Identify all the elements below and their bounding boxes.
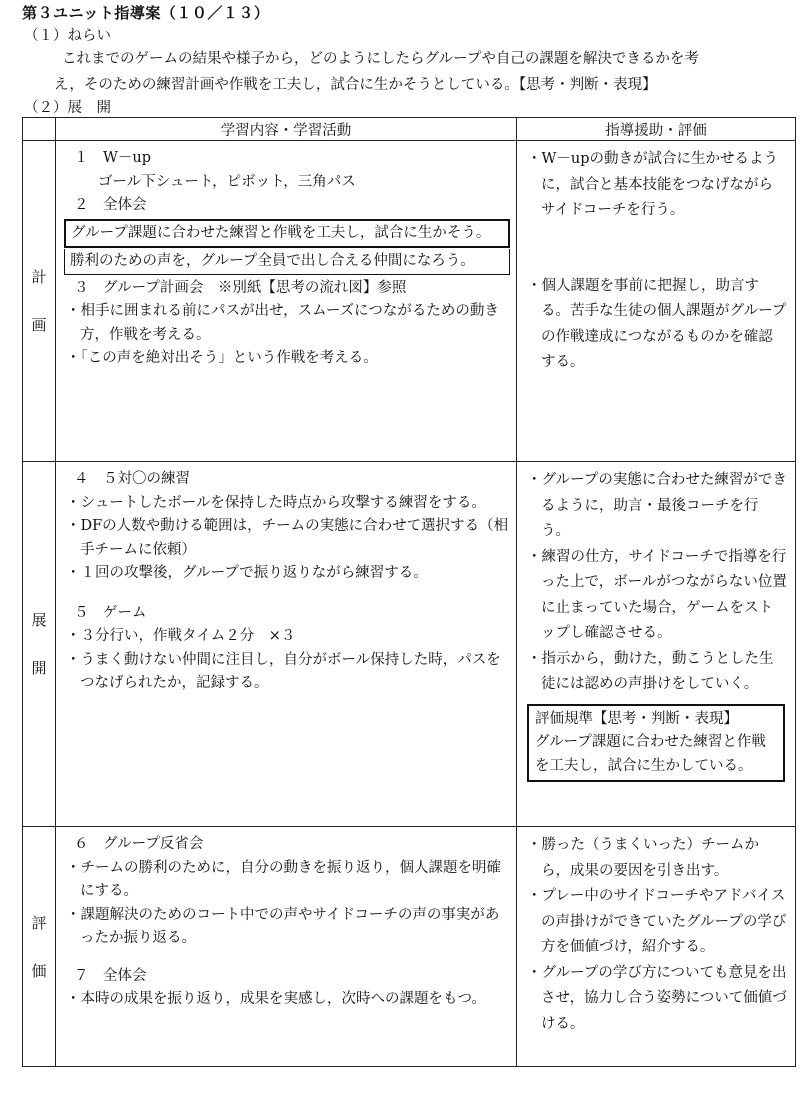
evaluate-activity-cell xyxy=(56,827,517,1067)
stage-char: 展 xyxy=(31,611,47,629)
stage-char: 評 xyxy=(31,913,47,932)
document-title: 第３ユニット指導案（１０／１３） xyxy=(22,4,270,22)
develop-activity-cell xyxy=(56,462,517,827)
goal-box: グループ課題に合わせた練習と作戦を工夫し，試合に生かそう。 xyxy=(64,219,510,248)
evaluation-criteria-box xyxy=(527,704,785,783)
stage-char: 画 xyxy=(31,316,47,334)
activity-item: ２ 全体会 xyxy=(74,197,147,213)
activity-bullet: ・シュートしたボールを保持した時点から攻撃する練習をする。 xyxy=(66,494,486,511)
lesson-plan-table xyxy=(22,117,796,1067)
support-bullet: ・グループの学び方についても意見を出させ，協力し合う姿勢について価値づける。 xyxy=(527,964,787,1032)
activity-bullet: ・本時の成果を振り返り，成果を実感し，次時への課題をもつ。 xyxy=(66,991,486,1007)
activity-item: ７ 全体会 xyxy=(74,967,147,984)
activity-bullet: ・チームの勝利のために，自分の動きを振り返り，個人課題を明確にする。 xyxy=(66,859,501,899)
aim-line-1: これまでのゲームの結果や様子から，どのようにしたらグループや自己の課題を解決できるかを考 xyxy=(62,51,699,67)
plan-support-cell xyxy=(517,141,796,462)
aim-line-2: え，そのための練習計画や作戦を工夫し，試合に生かそうとしている。【思考・判断・表現】 xyxy=(54,77,657,93)
support-bullet: ・個人課題を事前に把握し，助言する。苦手な生徒の個人課題がグループの作戦達成につながるものかを確認する。 xyxy=(527,277,787,370)
development-heading: （２）展 開 xyxy=(24,100,111,116)
aim-text xyxy=(54,46,792,98)
goal-box-2: 勝利のための声を，グループ全員で出し合える仲間になろう。 xyxy=(64,249,510,275)
activity-item: ４ ５対〇の練習 xyxy=(74,471,190,487)
evaluate-row xyxy=(23,827,796,1067)
activity-bullet: ・「この声を絶対出そう」という作戦を考える。 xyxy=(66,350,378,366)
develop-row xyxy=(23,462,796,827)
header-stage xyxy=(23,118,56,141)
evaluation-criteria-text: グループ課題に合わせた練習と作戦を工夫し，試合に生かしている。 xyxy=(535,734,766,774)
stage-develop xyxy=(23,462,56,827)
support-bullet: ・指示から，動けた，動こうとした生徒には認めの声掛けをしていく。 xyxy=(527,650,774,692)
activity-bullet: ・課題解決のためのコート中での声やサイドコーチの声の事実があったか振り返る。 xyxy=(66,906,500,946)
support-bullet: ・W－upの動きが試合に生かせるように，試合と基本技能をつなげながらサイドコーチを行う。 xyxy=(527,151,779,218)
support-bullet: ・プレー中のサイドコーチやアドバイスの声掛けができていたグループの学び方を価値づけ，紹介する。 xyxy=(527,888,787,955)
develop-support-cell xyxy=(517,462,796,827)
activity-bullet: ・３分行い，作戦タイム２分 ×３ xyxy=(66,628,296,644)
stage-evaluate xyxy=(23,827,56,1067)
header-activity: 学習内容・学習活動 xyxy=(56,118,517,141)
stage-char: 価 xyxy=(31,961,47,980)
header-support: 指導援助・評価 xyxy=(517,118,796,141)
support-bullet: ・グループの実態に合わせた練習ができるように，助言・最後コーチを行う。 xyxy=(527,472,787,539)
plan-activity-cell xyxy=(56,141,517,462)
activity-sub: ゴール下シュート，ピボット，三角パス xyxy=(98,173,356,190)
activity-bullet: ・DFの人数や動ける範囲は，チームの実態に合わせて選択する（相手チームに依頼） xyxy=(66,518,509,558)
stage-char: 計 xyxy=(31,268,47,286)
activity-item: ５ ゲーム xyxy=(74,604,147,621)
stage-plan xyxy=(23,141,56,462)
activity-bullet: ・相手に囲まれる前にパスが出せ，スムーズにつながるための動き方，作戦を考える。 xyxy=(66,303,499,343)
aim-heading: （１）ねらい xyxy=(24,28,111,44)
plan-row xyxy=(23,141,796,462)
header-row xyxy=(23,118,796,141)
stage-char: 開 xyxy=(31,659,47,677)
evaluate-support-cell xyxy=(517,827,796,1067)
activity-bullet: ・うまく動けない仲間に注目し，自分がボール保持した時，パスをつなげられたか，記録する。 xyxy=(66,651,501,691)
support-bullet: ・勝った（うまくいった）チームから，成果の要因を引き出す。 xyxy=(527,837,759,879)
support-bullet: ・練習の仕方，サイドコーチで指導を行った上で，ボールがつながらない位置に止まっていた場合，ゲームをストップし確認させる。 xyxy=(527,548,787,641)
evaluation-criteria-heading: 評価規準【思考・判断・表現】 xyxy=(535,710,738,727)
activity-bullet: ・１回の攻撃後，グループで振り返りながら練習する。 xyxy=(66,565,428,581)
activity-item: １ W－up xyxy=(74,150,152,166)
activity-item: ３ グループ計画会 ※別紙【思考の流れ図】参照 xyxy=(74,279,407,296)
activity-item: ６ グループ反省会 xyxy=(74,836,204,852)
